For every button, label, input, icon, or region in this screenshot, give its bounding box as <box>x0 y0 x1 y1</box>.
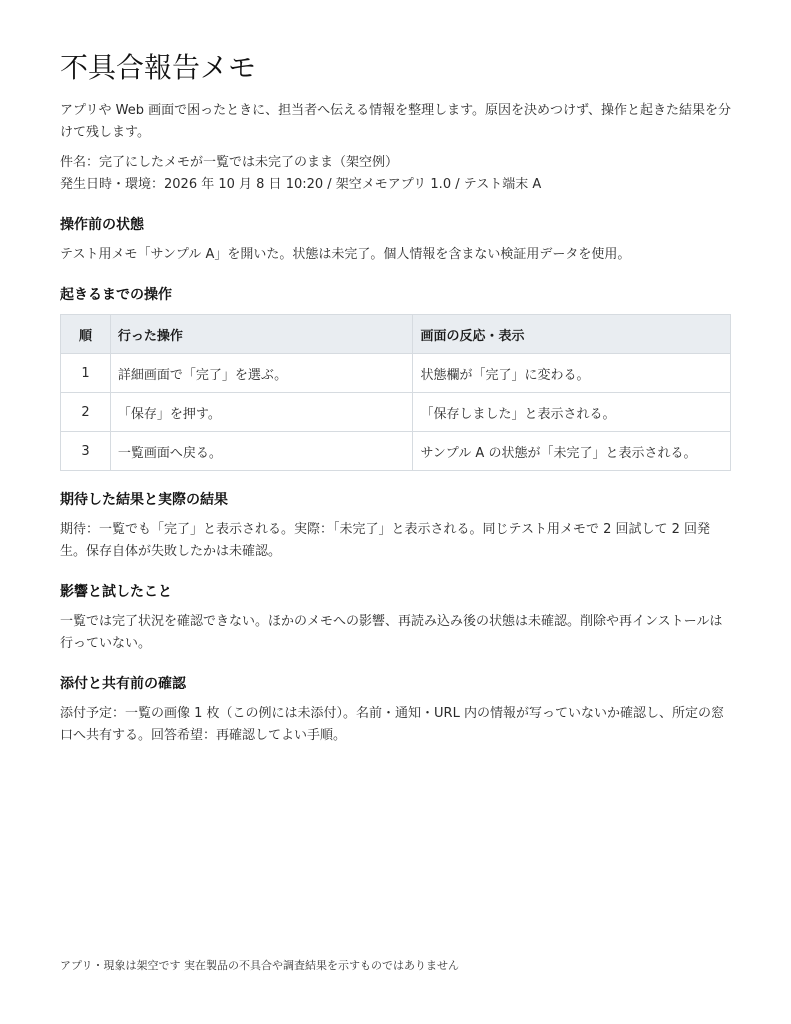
page-title: 不具合報告メモ <box>60 51 257 84</box>
column-header-order: 順 <box>61 315 111 354</box>
footer-note: アプリ・現象は架空です 実在製品の不具合や調査結果を示すものではありません <box>60 959 460 972</box>
section-body-attachment: 添付予定：一覧の画像 1 枚（この例には未添付）。名前・通知・URL 内の情報が写っていないか確認し、所定の窓口へ共有する。回答希望：再確認してよい手順。 <box>60 706 724 743</box>
table-row <box>61 354 731 393</box>
steps-table <box>60 314 731 471</box>
table-row <box>61 432 731 471</box>
section-heading-impact: 影響と試したこと <box>60 584 172 600</box>
step-action: 詳細画面で「完了」を選ぶ。 <box>110 354 413 393</box>
section-heading-before: 操作前の状態 <box>60 217 144 233</box>
step-result: 「保存しました」と表示される。 <box>413 393 731 432</box>
step-number: 2 <box>61 393 111 432</box>
step-action: 一覧画面へ戻る。 <box>110 432 413 471</box>
step-number: 1 <box>61 354 111 393</box>
environment-line: 発生日時・環境：2026 年 10 月 8 日 10:20 / 架空メモアプリ 1.0 / テスト端末 A <box>60 177 542 192</box>
table-row <box>61 393 731 432</box>
column-header-result: 画面の反応・表示 <box>413 315 731 354</box>
step-action: 「保存」を押す。 <box>110 393 413 432</box>
section-body-before: テスト用メモ「サンプル A」を開いた。状態は未完了。個人情報を含まない検証用データを使用。 <box>60 247 631 262</box>
step-result: 状態欄が「完了」に変わる。 <box>413 354 731 393</box>
section-body-impact: 一覧では完了状況を確認できない。ほかのメモへの影響、再読み込み後の状態は未確認。削除や再インストールは行っていない。 <box>60 614 723 651</box>
section-body-expected: 期待：一覧でも「完了」と表示される。実際：「未完了」と表示される。同じテスト用メモで 2 回試して 2 回発生。保存自体が失敗したかは未確認。 <box>60 522 711 559</box>
step-number: 3 <box>61 432 111 471</box>
step-result: サンプル A の状態が「未完了」と表示される。 <box>413 432 731 471</box>
subject-line: 件名：完了にしたメモが一覧では未完了のまま（架空例） <box>60 155 399 170</box>
intro-text: アプリや Web 画面で困ったときに、担当者へ伝える情報を整理します。原因を決めつけず、操作と起きた結果を分けて残します。 <box>60 103 732 140</box>
report-document <box>60 48 732 747</box>
table-header-row <box>61 315 731 354</box>
section-heading-expected: 期待した結果と実際の結果 <box>60 492 228 508</box>
column-header-action: 行った操作 <box>110 315 413 354</box>
section-heading-attachment: 添付と共有前の確認 <box>60 676 186 692</box>
section-heading-steps: 起きるまでの操作 <box>60 287 172 303</box>
